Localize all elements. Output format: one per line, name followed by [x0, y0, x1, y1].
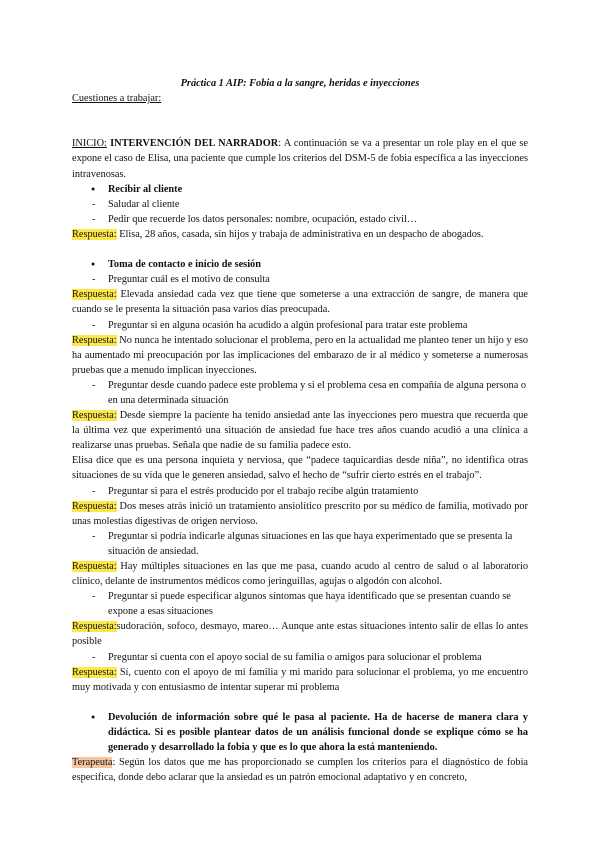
section-toma-contacto: ● Toma de contacto e inicio de sesión: [72, 257, 528, 272]
inicio-label: INICIO:: [72, 138, 107, 150]
list-item: - Preguntar si podría indicarle algunas situaciones en las que haya experimentado que se presenta la situación de ansiedad.: [72, 529, 528, 559]
list-item: - Saludar al cliente: [72, 197, 528, 212]
response-label: Respuesta:: [72, 666, 117, 678]
list-item: - Preguntar si en alguna ocasión ha acudido a algún profesional para tratar este problema: [72, 318, 528, 333]
document-page: [72, 76, 528, 785]
therapist-label: Terapeuta: [72, 757, 113, 769]
narrador-label: INTERVENCIÓN DEL NARRADOR: [110, 138, 279, 150]
list-item: - Preguntar si para el estrés producido por el trabajo recibe algún tratamiento: [72, 484, 528, 499]
body-paragraph: Elisa dice que es una persona inquieta y nerviosa, que “padece taquicardias desde niña”, no identifica otras situaciones de su vida que le generen ansiedad, salvo el hecho de “sufrir cierto estrés en el trabajo”.: [72, 455, 528, 482]
document-title: Práctica 1 AIP: Fobia a la sangre, heridas e inyecciones: [180, 78, 420, 89]
response-label: Respuesta:: [72, 561, 117, 572]
list-item: - Preguntar si puede especificar algunos síntomas que haya identificado que se presentan cuando se expone a esas situaciones: [72, 589, 528, 619]
response-label: Respuesta:: [72, 410, 117, 422]
response-label: Respuesta:: [72, 621, 117, 633]
section-devolucion: ● Devolución de información sobre qué le pasa al paciente. Ha de hacerse de manera clara y didáctica. Si es posible plantear datos de un análisis funcional donde se explique cómo se ha generado y desarrollado la fobia y que es lo que ahora la está manteniendo.: [72, 710, 528, 755]
response-label: Respuesta:: [72, 500, 117, 512]
section-recibir: ● Recibir al cliente: [72, 182, 528, 197]
response-label: Respuesta:: [72, 289, 117, 301]
response-paragraph: Respuesta: Elisa, 28 años, casada, sin hijos y trabaja de administrativa en un despacho de abogados.: [72, 228, 484, 240]
response-label: Respuesta:: [72, 228, 117, 240]
subtitle: Cuestiones a trabajar:: [72, 93, 162, 105]
response-paragraph: Respuesta: Hay múltiples situaciones en las que me pasa, cuando acudo al centro de salud o al laboratorio clínico, delante de instrumentos médicos como jeringuillas, agujas o algodón con alcohol.: [72, 561, 528, 588]
response-paragraph: Respuesta: Dos meses atrás inició un tratamiento ansiolítico prescrito por su médico de familia, motivado por unas molestias digestivas de origen nervioso.: [72, 500, 528, 527]
list-item: - Preguntar desde cuando padece este problema y si el problema cesa en compañía de alguna persona o en una determinada situación: [72, 378, 528, 408]
list-item: - Preguntar cuál es el motivo de consulta: [72, 272, 528, 287]
list-item: - Preguntar si cuenta con el apoyo social de su familia o amigos para solucionar el problema: [72, 650, 528, 665]
response-paragraph: Respuesta: Desde siempre la paciente ha tenido ansiedad ante las inyecciones pero muestra que recuerda que la última vez que experimentó una situación de ansiedad fue hace tres años cuando acudió a una clínica a realizarse unas pruebas. Señala que nadie de su familia padece esto.: [72, 410, 528, 452]
response-label: Respuesta:: [72, 334, 117, 346]
narrador-text: : A continuación se va a presentar un role play en el que se expone el caso de Elisa, una paciente que cumple los criterios del DSM-5 de fobia específica a las inyecciones intravenosas.: [72, 138, 528, 180]
response-paragraph: Respuesta:sudoración, sofoco, desmayo, mareo… Aunque ante estas situaciones intento salir de ellas lo antes posible: [72, 621, 528, 648]
narrator-paragraph: [72, 136, 528, 181]
list-item: - Pedir que recuerde los datos personales: nombre, ocupación, estado civil…: [72, 212, 528, 227]
response-paragraph: Respuesta: Elevada ansiedad cada vez que tiene que someterse a una extracción de sangre, de manera que cuando se le presenta la situación pasa varios días preocupada.: [72, 289, 528, 316]
therapist-paragraph: Terapeuta: Según los datos que me has proporcionado se cumplen los criterios para el diagnóstico de fobia específica, donde debo aclarar que la ansiedad es un patrón emocional adaptativo y en concreto,: [72, 757, 528, 784]
response-paragraph: Respuesta: Sí, cuento con el apoyo de mi familia y mi marido para solucionar el problema, yo me encuentro muy motivada y con entusiasmo de intentar superar mi problema: [72, 666, 528, 693]
response-paragraph: Respuesta: No nunca he intentado solucionar el problema, pero en la actualidad me planteo tener un hijo y eso ha aumentado mi preocupación por las implicaciones del embarazo de ir al médico y someterse a numerosas pruebas que a menudo implican inyecciones.: [72, 334, 528, 376]
